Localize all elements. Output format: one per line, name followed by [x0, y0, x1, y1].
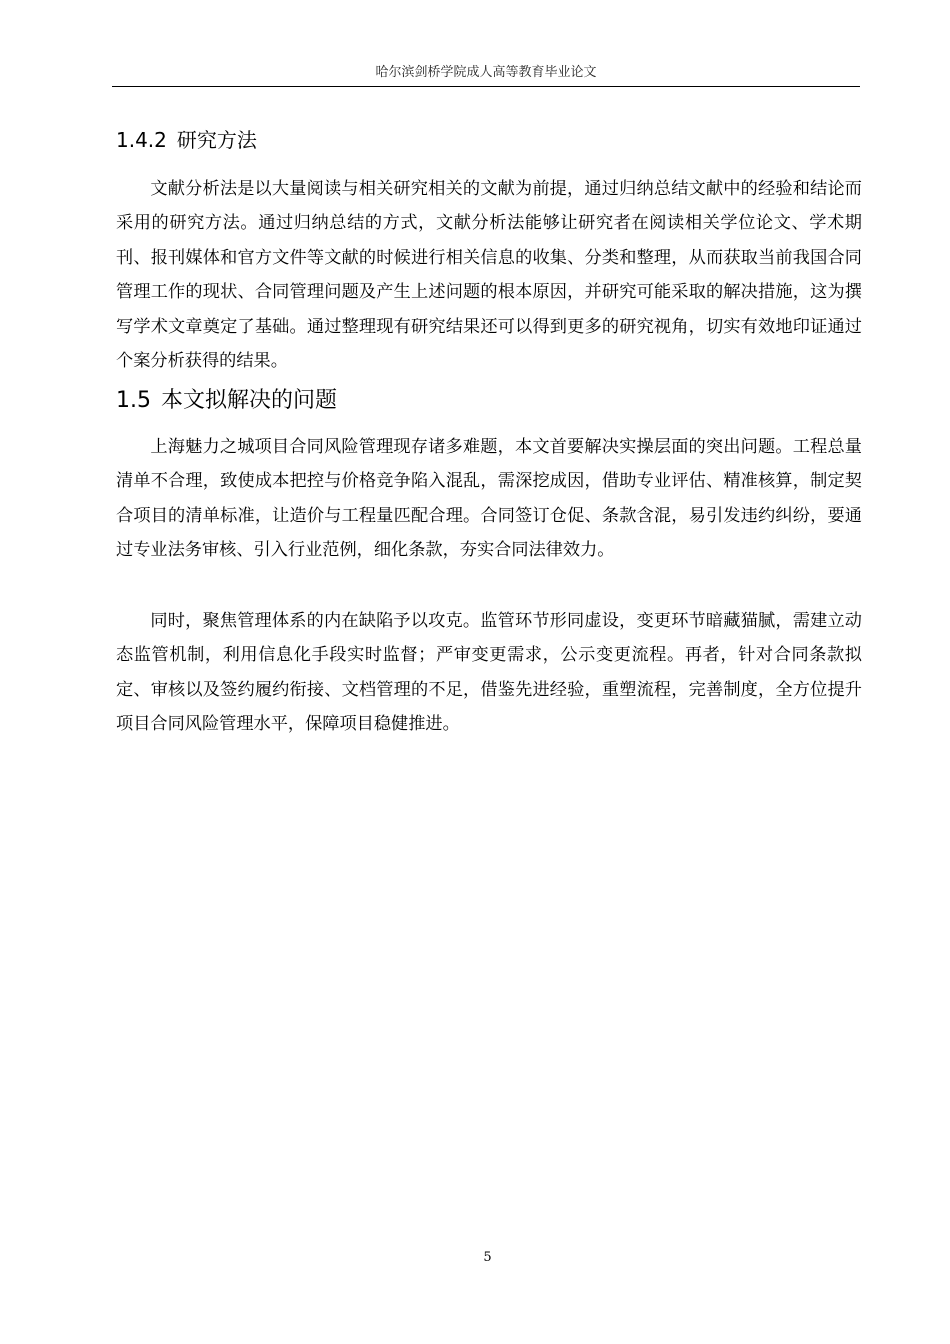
- page-number: 5: [483, 1250, 492, 1265]
- body-paragraph: 上海魅力之城项目合同风险管理现存诸多难题，本文首要解决实操层面的突出问题。工程总量清单不合理，致使成本把控与价格竞争陷入混乱，需深挖成因，借助专业评估、精准核算，制定契合项目的清单标准，让造价与工程量匹配合理。合同签订仓促、条款含混，易引发违约纠纷，要通过专业法务审核、引入行业范例，细化条款，夯实合同法律效力。: [116, 437, 862, 561]
- section-heading-1-5: [116, 386, 337, 416]
- header-divider: [112, 86, 860, 87]
- section-number: 1.4.2: [116, 128, 167, 152]
- section-heading-1-4-2: [116, 126, 257, 154]
- section-title: 研究方法: [176, 128, 257, 152]
- section-title: 本文拟解决的问题: [161, 388, 338, 413]
- body-paragraph: 同时，聚焦管理体系的内在缺陷予以攻克。监管环节形同虚设，变更环节暗藏猫腻，需建立动态监管机制，利用信息化手段实时监督；严审变更需求，公示变更流程。再者，针对合同条款拟定、审核以及签约履约衔接、文档管理的不足，借鉴先进经验，重塑流程，完善制度，全方位提升项目合同风险管理水平，保障项目稳健推进。: [116, 611, 862, 735]
- section-number: 1.5: [116, 388, 151, 413]
- running-header: 哈尔滨剑桥学院成人高等教育毕业论文: [375, 65, 597, 80]
- body-paragraph: 文献分析法是以大量阅读与相关研究相关的文献为前提，通过归纳总结文献中的经验和结论而采用的研究方法。通过归纳总结的方式，文献分析法能够让研究者在阅读相关学位论文、学术期刊、报刊媒体和官方文件等文献的时候进行相关信息的收集、分类和整理，从而获取当前我国合同管理工作的现状、合同管理问题及产生上述问题的根本原因，并研究可能采取的解决措施，这为撰写学术文章奠定了基础。通过整理现有研究结果还可以得到更多的研究视角，切实有效地印证通过个案分析获得的结果。: [116, 179, 862, 372]
